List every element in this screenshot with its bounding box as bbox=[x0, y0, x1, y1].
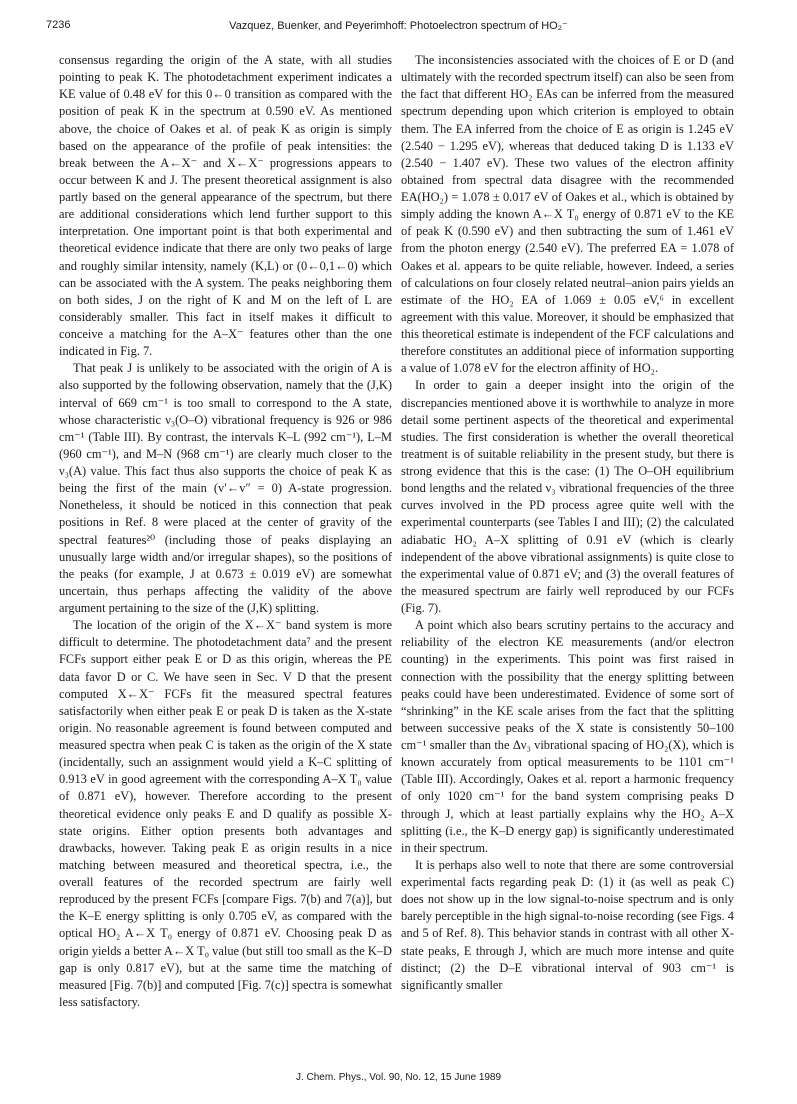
journal-citation-footer: J. Chem. Phys., Vol. 90, No. 12, 15 June 1989 bbox=[295, 1072, 502, 1083]
paragraph: In order to gain a deeper insight into the origin of the discrepancies mentioned above it is worthwhile to analyze in more detail some pertinent aspects of the theoretical and experimental studies. The first consideration is whether the overall theoretical treatment is of suitable reliability in the present study, but there is strong evidence that this is the case: (1) The O–OH equilibrium bond lengths and the related ν₃ vibrational frequencies of the three curves involved in the PD process agree quite well with the experimental counterparts (see Tables I and III); (2) the calculated adiabatic HO₂ A–X splitting of 0.91 eV (which is clearly independent of the above vibrational assignments) is quite close to the experimental value of 0.871 eV; and (3) the overall features of the measured spectrum are fairly well reproduced by our FCFs (Fig. 7). bbox=[401, 378, 734, 615]
paragraph: The location of the origin of the X←X⁻ band system is more difficult to determine. The photodetachment data⁷ and the present FCFs support either peak E or D as this origin, whereas the PE data favor D or C. We have seen in Sec. V D that the present computed X←X⁻ FCFs fit the measured spectral features satisfactorily when either peak E or peak D is taken as the X-state origin. No reasonable agreement is found between computed and measured spectra when peak C is taken as the origin of the X state (incidentally, such an assignment would yield a K–C splitting of 0.913 eV in good agreement with the corresponding A–X T₀ value of 0.871 eV), however. Therefore according to the present theoretical evidence only peaks E and D qualify as possible X-state origins. Either option presents both advantages and drawbacks, however. Taking peak E as origin results in a nice matching between measured and theoretical spectra, i.e., the overall features of the recorded spectrum are fairly well reproduced by the present FCFs [compare Figs. 7(b) and 7(a)], but the K–E energy splitting is only 0.705 eV, as compared with the optical HO₂ A←X T₀ energy of 0.871 eV. Choosing peak D as origin yields a better A←X T₀ value (but still too small as the K–D gap is only 0.817 eV), but at the same time the matching of measured [Fig. 7(b)] and computed [Fig. 7(c)] spectra is somewhat less satisfactory. bbox=[59, 618, 392, 1009]
right-column bbox=[401, 52, 734, 994]
paragraph: The inconsistencies associated with the choices of E or D (and ultimately with the recorded spectrum itself) can also be seen from the fact that different HO₂ EAs can be inferred from the measured spectrum depending upon which criterion is employed to obtain them. The EA inferred from the choice of E as origin is 1.245 eV (2.540 − 1.295 eV), whereas that deduced taking D is 1.133 eV (2.540 − 1.407 eV). These two values of the electron affinity obtained from spectral data disagree with the recommended EA(HO₂) = 1.078 ± 0.017 eV of Oakes et al., which is obtained by simply adding the known A←X T₀ energy of 0.871 eV to the KE of peak K (0.590 eV) and then subtracting the sum of 1.461 eV from the photon energy (2.540 eV). The preferred EA = 1.078 of Oakes et al. appears to be quite reliable, however. Indeed, a series of calculations on four closely related neutral–anion pairs yields an estimate of the HO₂ EA of 1.069 ± 0.05 eV,⁶ in excellent agreement with this value. Moreover, it should be emphasized that this theoretical estimate is independent of the FCF calculations and therefore constitutes an additional piece of information supporting a value of 1.078 eV for the electron affinity of HO₂. bbox=[401, 53, 734, 376]
running-head: Vazquez, Buenker, and Peyerimhoff: Photoelectron spectrum of HO₂⁻ bbox=[229, 20, 568, 32]
paragraph: That peak J is unlikely to be associated with the origin of A is also supported by the following observation, namely that the (J,K) interval of 669 cm⁻¹ is too small to correspond to the A state, whose characteristic ν₃(O–O) vibrational frequency is 926 or 986 cm⁻¹ (Table III). By contrast, the intervals K–L (992 cm⁻¹), L–M (960 cm⁻¹), and M–N (968 cm⁻¹) are clearly much closer to the ν₃(A) value. This fact thus also supports the choice of peak K as being the first of the main (v′←v″ = 0) A-state progression. Nonetheless, it should be noticed in this connection that peak positions in Ref. 8 were placed at the center of gravity of the spectral features²⁰ (including those of peaks displaying an unusually large width and/or irregular shapes), so the positions of the peaks (for example, J at 0.673 ± 0.019 eV) are somewhat uncertain, thus perhaps affecting the validity of the above argument pertaining to the size of the (J,K) splitting. bbox=[59, 361, 392, 615]
paragraph: A point which also bears scrutiny pertains to the accuracy and reliability of the electron KE measurements (and/or electron counting) in the experiments. This point was first raised in connection with the possibility that the energy splitting between peaks could have been underestimated. Evidence of some sort of “shrinking” in the KE scale arises from the fact that the splitting between successive peaks of the X state is consistently 50–100 cm⁻¹ smaller than the Δν₃ vibrational spacing of HO₂(X), which is known accurately from optical measurements to be 1101 cm⁻¹ (Table III). Accordingly, Oakes et al. report a harmonic frequency of only 1020 cm⁻¹ for the band system comprising peaks D through J, which at least partially explains why the HO₂ A–X splitting (i.e., the K–D energy gap) is significantly underestimated in their spectrum. bbox=[401, 618, 734, 855]
paragraph: consensus regarding the origin of the A state, with all studies pointing to peak K. The photodetachment experiment indicates a KE value of 0.48 eV for this 0←0 transition as compared with the position of peak K in the spectrum at 0.590 eV. As mentioned above, the choice of Oakes et al. of peak K as origin is simply based on the appearance of the profile of peak intensities: the break between the A←X⁻ and X←X⁻ progressions appears to occur between K and J. The present theoretical assignment is also partly based on the general appearance of the spectrum, but there are additional considerations which lend further support to this interpretation. One important point is that both experimental and theoretical evidence indicate that there are only two peaks of large and roughly similar intensity, namely (K,L) or (0←0,1←0) which can be associated with the A system. The peaks neighboring them on both sides, J on the right of K and M on the left of L are considerably smaller. This fact in itself makes it difficult to conceive a matching for the A–X⁻ features other than the one indicated in Fig. 7. bbox=[59, 53, 392, 359]
paragraph: It is perhaps also well to note that there are some controversial experimental facts regarding peak D: (1) it (as well as peak C) does not show up in the low signal-to-noise spectrum and is only barely perceptible in the high signal-to-noise recording (see Figs. 4 and 5 of Ref. 8). This behavior stands in contrast with all other X-state peaks, E through J, which are much more intense and quite distinct; (2) the D–E vibrational interval of 903 cm⁻¹ is significantly smaller bbox=[401, 857, 734, 992]
left-column bbox=[59, 52, 392, 1011]
page-number: 7236 bbox=[46, 19, 71, 31]
